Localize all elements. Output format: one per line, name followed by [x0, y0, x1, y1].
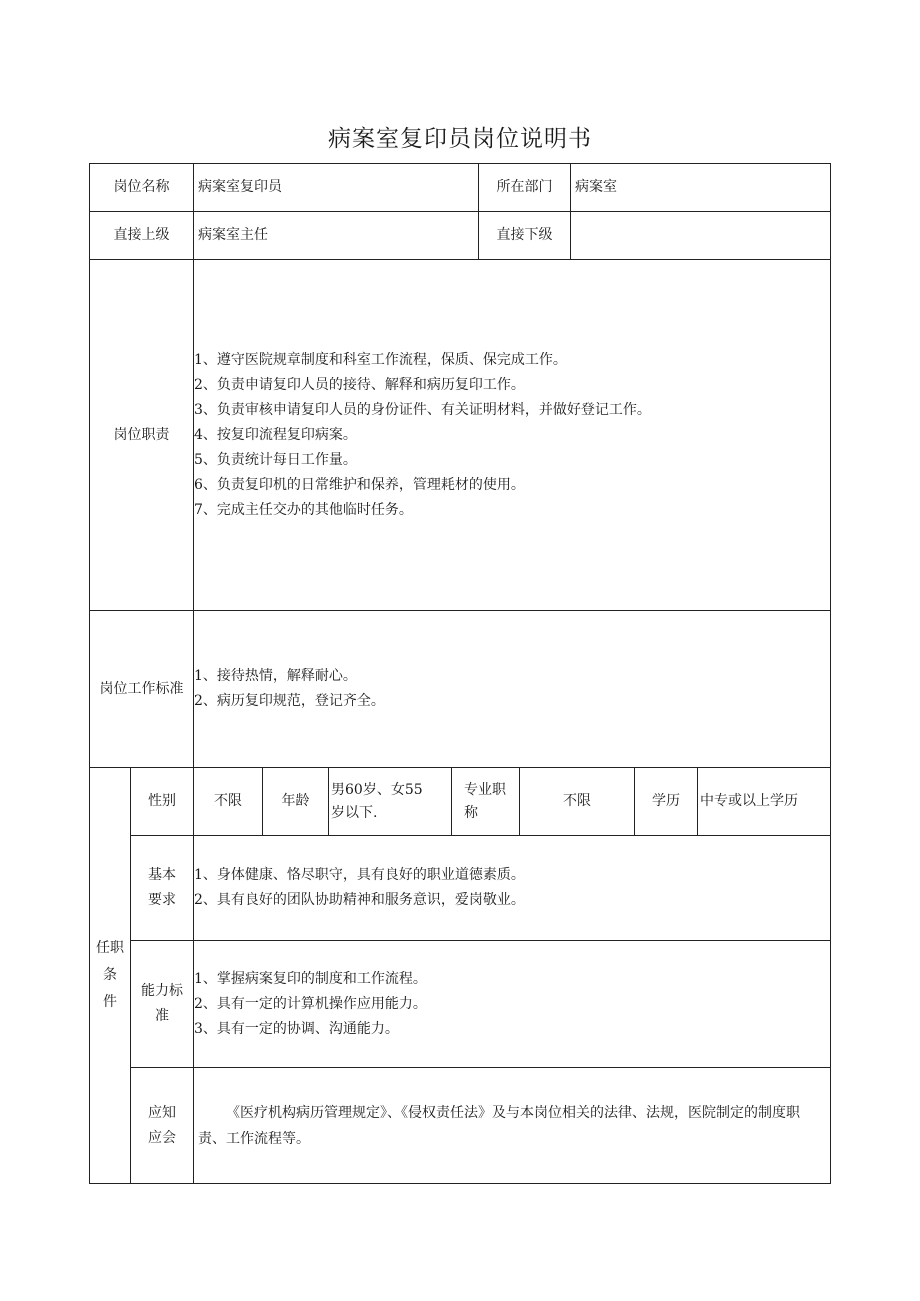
ability-list	[194, 941, 830, 1067]
duty-item: 3、负责审核申请复印人员的身份证件、有关证明材料，并做好登记工作。	[194, 401, 651, 418]
job-description-table	[89, 163, 831, 1184]
professional-title-value: 不限	[563, 793, 591, 809]
basic-requirements-label: 基本 要求	[148, 867, 176, 908]
education-label: 学历	[652, 793, 680, 809]
department-label: 所在部门	[496, 179, 553, 195]
duty-item: 2、负责申请复印人员的接待、解释和病历复印工作。	[194, 376, 525, 393]
basic-requirements-list	[194, 836, 830, 940]
professional-title-label: 专业职 称	[464, 781, 506, 821]
standards-list	[194, 611, 830, 767]
basic-requirement-item: 1、身体健康、恪尽职守，具有良好的职业道德素质。	[194, 867, 525, 883]
subordinate-value	[571, 212, 830, 259]
standards-label: 岗位工作标准	[99, 680, 184, 697]
age-label: 年龄	[281, 793, 310, 809]
superior-label: 直接上级	[113, 227, 170, 243]
duty-item: 4、按复印流程复印病案。	[194, 426, 357, 443]
job-name-value: 病案室复印员	[198, 179, 282, 195]
standard-item: 1、接待热情，解释耐心。	[194, 668, 357, 684]
ability-label: 能力标 准	[141, 983, 183, 1024]
gender-label: 性别	[148, 793, 176, 809]
subordinate-label: 直接下级	[496, 227, 553, 243]
department-value: 病案室	[575, 179, 617, 195]
duty-item: 1、遵守医院规章制度和科室工作流程，保质、保完成工作。	[194, 351, 567, 368]
duty-item: 5、负责统计每日工作量。	[194, 451, 357, 468]
ability-item: 1、掌握病案复印的制度和工作流程。	[194, 970, 427, 987]
document-title: 病案室复印员岗位说明书	[328, 126, 592, 152]
basic-requirement-item: 2、具有良好的团队协助精神和服务意识，爱岗敬业。	[194, 892, 525, 908]
knowledge-label: 应知 应会	[148, 1104, 176, 1146]
duties-label: 岗位职责	[113, 426, 170, 443]
qualifications-label: 任职 条 件	[96, 940, 124, 1010]
duties-list	[194, 260, 830, 610]
job-name-label: 岗位名称	[113, 179, 170, 195]
duty-item: 7、完成主任交办的其他临时任务。	[194, 501, 413, 518]
knowledge-text: 《医疗机构病历管理规定》、《侵权责任法》及与本岗位相关的法律、法规，医院制定的制度职责、工作流程等。	[198, 1104, 800, 1147]
age-value: 男60岁、女55 岁以下.	[331, 781, 423, 821]
standard-item: 2、病历复印规范，登记齐全。	[194, 693, 385, 709]
education-value: 中专或以上学历	[700, 793, 798, 809]
gender-value: 不限	[214, 793, 242, 809]
superior-value: 病案室主任	[198, 227, 268, 243]
duty-item: 6、负责复印机的日常维护和保养，管理耗材的使用。	[194, 476, 525, 493]
ability-item: 2、具有一定的计算机操作应用能力。	[194, 995, 427, 1012]
ability-item: 3、具有一定的协调、沟通能力。	[194, 1020, 399, 1037]
